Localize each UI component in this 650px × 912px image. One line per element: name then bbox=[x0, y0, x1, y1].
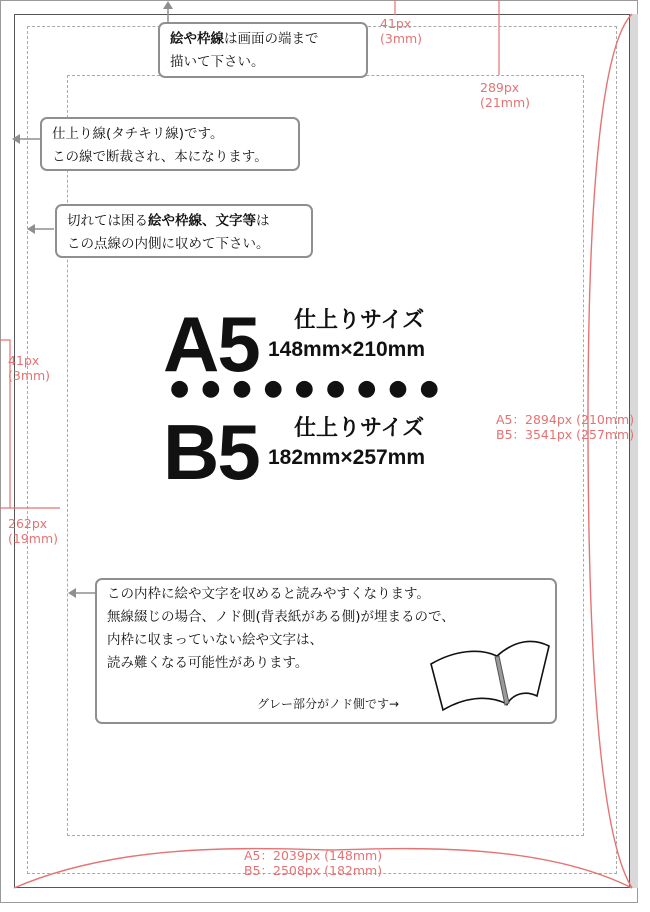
arrow-left-icon bbox=[68, 588, 76, 598]
a5-label: A5 bbox=[163, 300, 259, 388]
top-41-label: 41px (3mm) bbox=[380, 16, 423, 46]
a5-title: 仕上りサイズ bbox=[294, 308, 425, 333]
right-height-bracket bbox=[588, 14, 632, 888]
top-289-label: 289px (21mm) bbox=[480, 80, 531, 110]
b5-label: B5 bbox=[163, 408, 259, 496]
callout-draw-to-edge: 絵や枠線は画面の端まで 描いて下さい。 bbox=[158, 22, 368, 78]
left-262-label: 262px (19mm) bbox=[8, 516, 59, 546]
a5-dimensions: 148mm×210mm bbox=[268, 338, 426, 361]
arrow-left-icon bbox=[12, 134, 20, 144]
callout-safe-area: 切れては困る絵や枠線、文字等は この点線の内側に収めて下さい。 bbox=[55, 204, 313, 258]
callout-trim-line: 仕上り線(タチキリ線)です。 この線で断裁され、本になります。 bbox=[40, 117, 300, 171]
b5-dimensions: 182mm×257mm bbox=[268, 446, 426, 469]
right-height-label: A5：2894px (210mm) B5：3541px (257mm) bbox=[496, 412, 635, 442]
separator-dots: ●●●●●●●●● bbox=[170, 376, 451, 401]
open-book-icon bbox=[425, 628, 555, 718]
bottom-width-label: A5：2039px (148mm) B5：2508px (182mm) bbox=[244, 848, 383, 878]
arrow-up-icon bbox=[163, 1, 173, 9]
callout-inner-frame: この内枠に絵や文字を収めると読みやすくなります。 無線綴じの場合、ノド側(背表紙がある側)が埋まるので、 内枠に収まっていない絵や文字は、 読み難くなる可能性があります。 グレー部分がノド側です→ bbox=[95, 578, 557, 724]
left-41-label: 41px (3mm) bbox=[8, 353, 51, 383]
b5-title: 仕上りサイズ bbox=[294, 416, 425, 441]
arrow-left-icon bbox=[27, 224, 35, 234]
